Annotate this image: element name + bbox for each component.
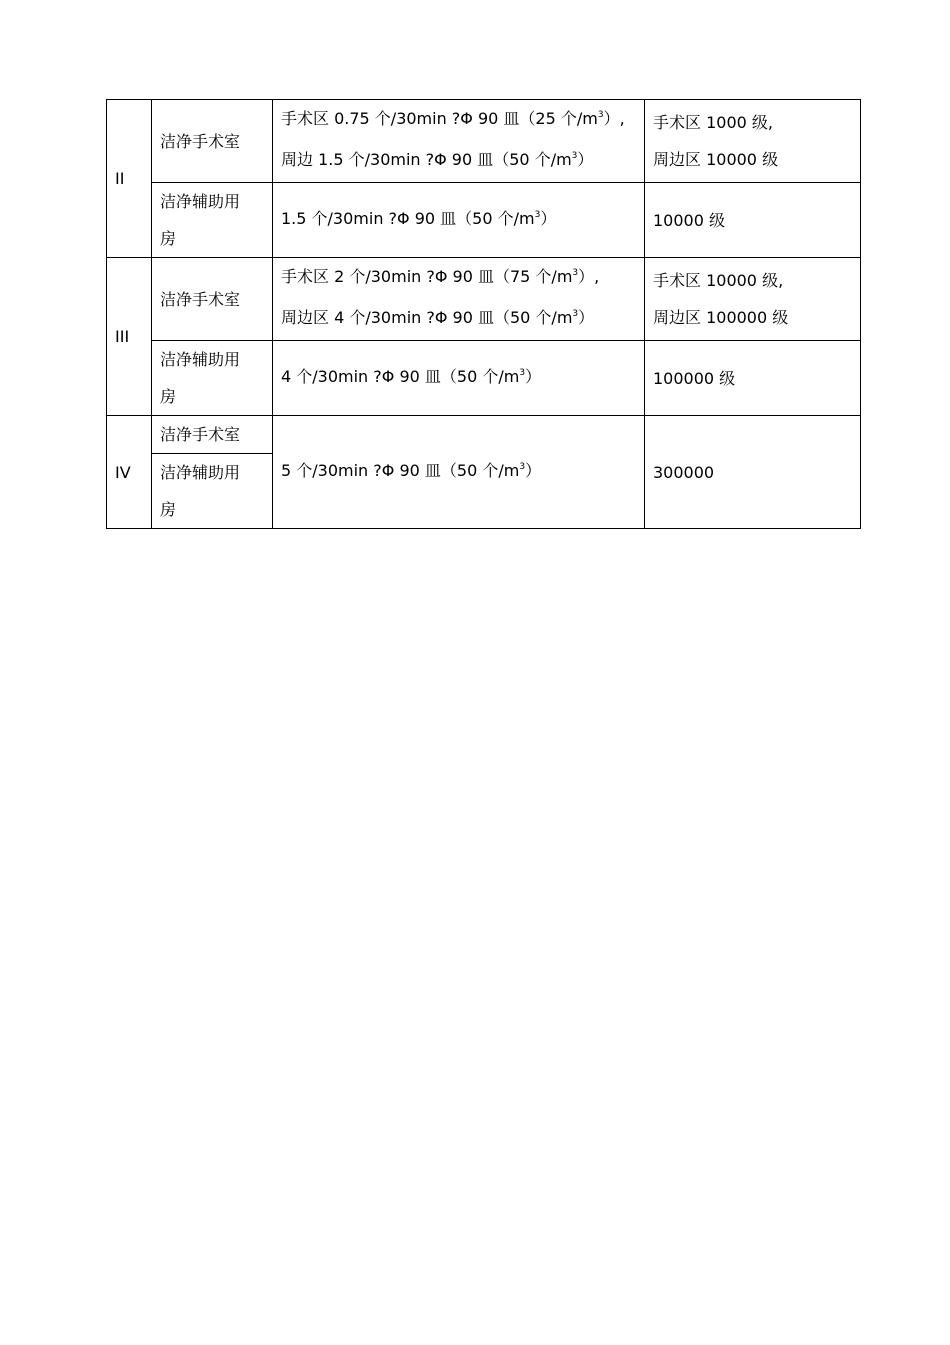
bacteria-limit-cell: 1.5 个/30min ?Φ 90 皿（50 个$/m^3$） [273,183,645,258]
bacteria-limit-cell: 4 个/30min ?Φ 90 皿（50 个$/m^3$） [273,341,645,416]
table-row [107,341,861,416]
room-type-cell: 洁净手术室 [152,416,273,454]
cleanliness-level-cell: 手术区 1000 级, 周边区 10000 级 [645,100,861,183]
cleanliness-level-cell: 300000 [645,416,861,529]
table-row [107,416,861,454]
room-type-cell: 洁净手术室 [152,258,273,341]
room-type-cell: 洁净辅助用 房 [152,454,273,529]
cleanliness-level-cell: 10000 级 [645,183,861,258]
table-row [107,183,861,258]
room-type-cell: 洁净辅助用 房 [152,341,273,416]
cleanroom-spec-table [106,99,861,529]
grade-cell: III [107,258,152,416]
grade-cell: IV [107,416,152,529]
bacteria-limit-cell: 手术区 0.75 个/30min ?Φ 90 皿（25 个$/m^3$）, 周边 1.5 个/30min ?Φ 90 皿（50 个$/m^3$） [273,100,645,183]
bacteria-limit-cell: 5 个/30min ?Φ 90 皿（50 个$/m^3$） [273,416,645,529]
cleanliness-level-cell: 手术区 10000 级, 周边区 100000 级 [645,258,861,341]
room-type-cell: 洁净手术室 [152,100,273,183]
table-row [107,258,861,341]
room-type-cell: 洁净辅助用 房 [152,183,273,258]
bacteria-limit-cell: 手术区 2 个/30min ?Φ 90 皿（75 个$/m^3$）, 周边区 4 个/30min ?Φ 90 皿（50 个$/m^3$） [273,258,645,341]
table-row [107,100,861,183]
cleanliness-level-cell: 100000 级 [645,341,861,416]
grade-cell: II [107,100,152,258]
